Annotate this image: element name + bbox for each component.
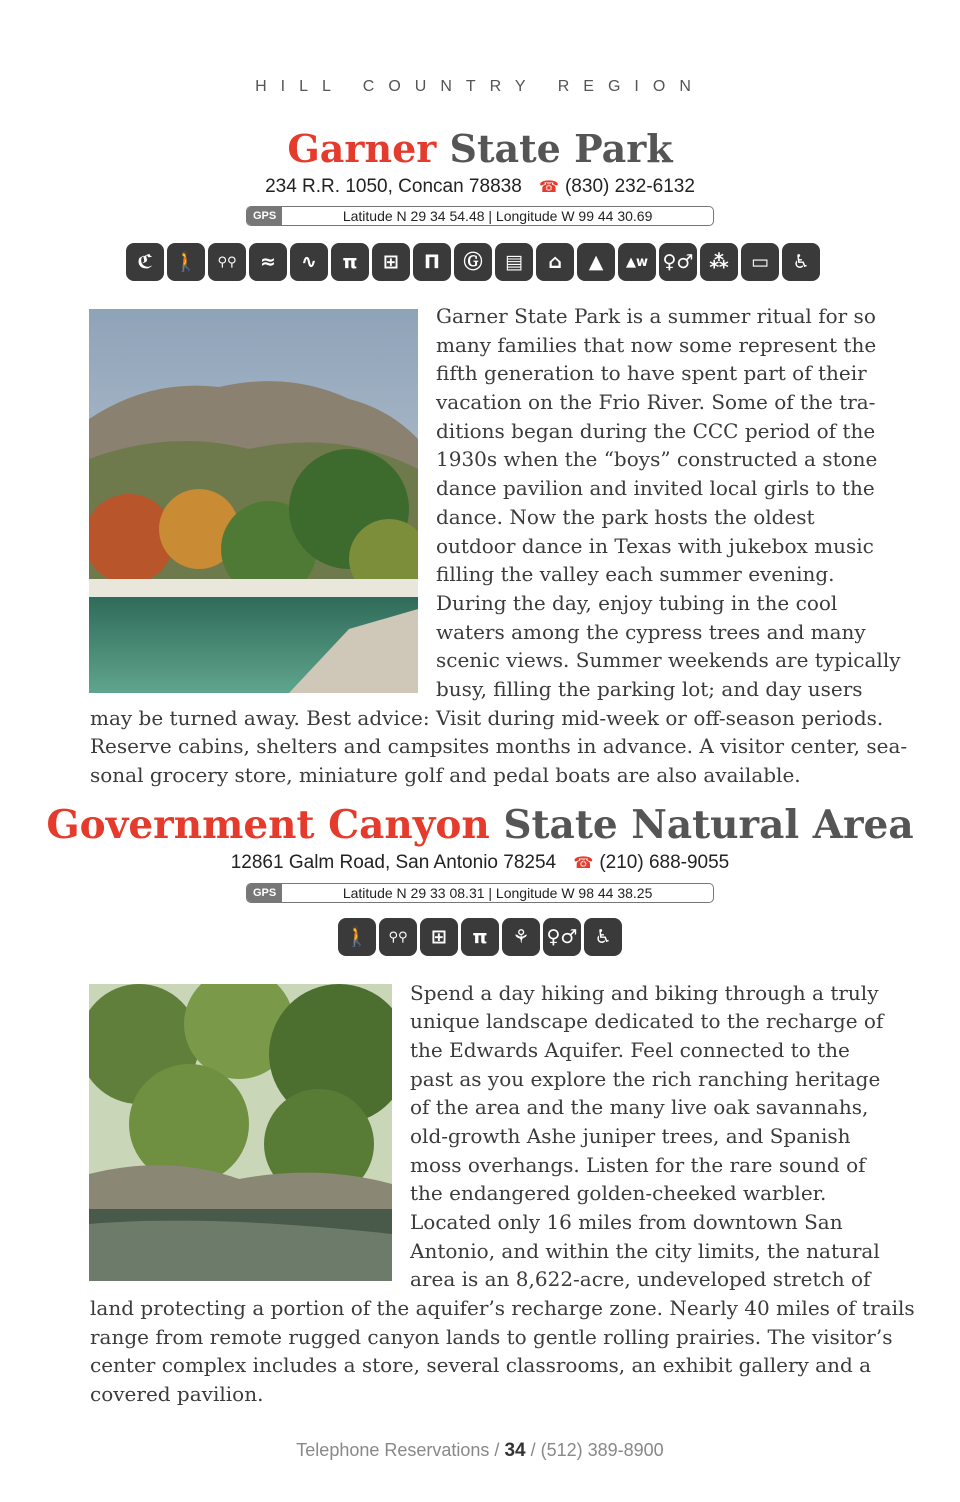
body-line: Antonio, and within the city limits, the natural [410, 1238, 880, 1263]
accessible-icon: ♿ [584, 918, 622, 956]
body-line: filling the valley each summer evening. [436, 562, 835, 587]
gps-coords: Latitude N 29 34 54.48 | Longitude W 99 44 30.69 [342, 208, 653, 224]
gift-shop-icon: ⊞ [372, 243, 410, 281]
body-line: moss overhangs. Listen for the rare sound of [410, 1152, 866, 1177]
picnic-table-icon: π [461, 918, 499, 956]
park-name-type: State Natural Area [503, 802, 914, 848]
park-title-garner [0, 126, 960, 171]
hiking-icon: 🚶 [338, 918, 376, 956]
gps-coords: Latitude N 29 33 08.31 | Longitude W 98 44 38.25 [342, 885, 653, 901]
body-line: fifth generation to have spent part of their [436, 361, 867, 386]
body-line: Spend a day hiking and biking through a truly [410, 980, 879, 1005]
park-title-government-canyon [0, 802, 960, 848]
footer-label: Telephone Reservations [296, 1440, 490, 1460]
body-line: the Edwards Aquifer. Feel connected to the [410, 1037, 850, 1062]
body-line: dance. Now the park hosts the oldest [436, 504, 815, 529]
body-line: covered pavilion. [90, 1382, 264, 1407]
garner-description-wrap [436, 302, 901, 704]
park-name-highlight: Government Canyon [46, 802, 490, 848]
phone-icon: ☎ [539, 179, 559, 196]
fishing-icon: ≈ [249, 243, 287, 281]
body-line: may be turned away. Best advice: Visit during mid-week or off-season periods. [90, 705, 884, 730]
body-line: outdoor dance in Texas with jukebox music [436, 533, 874, 558]
body-line: Reserve cabins, shelters and campsites months in advance. A visitor center, sea- [90, 734, 908, 759]
garner-river-photo [89, 309, 418, 693]
footer-separator: / [525, 1440, 541, 1460]
gps-tag: GPS [247, 207, 282, 225]
body-line: 1930s when the “boys” constructed a stone [436, 447, 878, 472]
body-line: many families that now some represent the [436, 332, 877, 357]
body-line: scenic views. Summer weekends are typically [436, 648, 901, 673]
nature-trail-icon: ⚘ [502, 918, 540, 956]
gift-shop-icon: ⊞ [420, 918, 458, 956]
shelter-icon: ⌂ [536, 243, 574, 281]
body-line: dance pavilion and invited local girls to the [436, 476, 875, 501]
swimming-icon: ∿ [290, 243, 328, 281]
body-line: During the day, enjoy tubing in the cool [436, 590, 838, 615]
body-line: center complex includes a store, several classrooms, an exhibit gallery and a [90, 1353, 872, 1378]
government-canyon-description-full [90, 1294, 915, 1409]
shower-icon: ⁂ [700, 243, 738, 281]
accessible-icon: ♿ [782, 243, 820, 281]
restroom-icon: ♀♂ [543, 918, 581, 956]
hiking-icon: 🚶 [167, 243, 205, 281]
golf-icon: Ⓖ [454, 243, 492, 281]
region-header: HILL COUNTRY REGION [255, 78, 705, 95]
cc-icon: ℭ [126, 243, 164, 281]
tent-camping-icon: ▲ [577, 243, 615, 281]
body-line: Located only 16 miles from downtown San [410, 1210, 843, 1234]
park-address: 234 R.R. 1050, Concan 78838 [265, 176, 522, 197]
body-line: ditions began during the CCC period of the [436, 418, 876, 443]
body-line: busy, filling the parking lot; and day users [436, 676, 863, 701]
biking-icon: ⚲⚲ [379, 918, 417, 956]
group-picnic-icon: Π [413, 243, 451, 281]
water-campsite-icon: ▲w [618, 243, 656, 281]
amenity-icons [338, 918, 622, 956]
garner-description-full [90, 704, 907, 790]
park-phone[interactable]: (830) 232-6132 [564, 176, 695, 197]
cabin-icon: ▤ [495, 243, 533, 281]
page-number: 34 [504, 1440, 526, 1461]
gps-coordinates [246, 206, 714, 226]
body-line: waters among the cypress trees and many [436, 619, 866, 644]
government-canyon-photo [89, 984, 392, 1281]
body-line: past as you explore the rich ranching heritage [410, 1066, 881, 1091]
park-address-line [0, 852, 960, 874]
body-line: old-growth Ashe juniper trees, and Spanish [410, 1123, 851, 1148]
park-name-type: State Park [449, 126, 673, 171]
gps-coordinates [246, 883, 714, 903]
park-address: 12861 Galm Road, San Antonio 78254 [230, 852, 557, 873]
amenity-icons [126, 243, 820, 281]
rv-camping-icon: ▭ [741, 243, 779, 281]
body-line: the endangered golden-cheeked warbler. [410, 1181, 827, 1206]
body-line: area is an 8,622-acre, undeveloped stretch of [410, 1267, 871, 1292]
body-line: of the area and the many live oak savannahs, [410, 1095, 869, 1120]
footer-separator: / [489, 1440, 505, 1460]
restroom-icon: ♀♂ [659, 243, 697, 281]
footer-phone[interactable]: (512) 389-8900 [540, 1440, 664, 1460]
body-line: vacation on the Frio River. Some of the tra- [436, 390, 876, 415]
body-line: sonal grocery store, miniature golf and pedal boats are also available. [90, 763, 801, 788]
government-canyon-description-wrap [410, 979, 883, 1295]
park-address-line [0, 176, 960, 198]
biking-icon: ⚲⚲ [208, 243, 246, 281]
park-name-highlight: Garner [287, 126, 437, 171]
picnic-table-icon: π [331, 243, 369, 281]
park-phone[interactable]: (210) 688-9055 [599, 852, 730, 873]
body-line: Garner State Park is a summer ritual for so [436, 304, 876, 328]
gps-tag: GPS [247, 884, 282, 902]
body-line: range from remote rugged canyon lands to gentle rolling prairies. The visitor’s [90, 1324, 893, 1349]
page-footer [0, 1440, 960, 1462]
body-line: unique landscape dedicated to the recharge of [410, 1009, 884, 1034]
body-line: land protecting a portion of the aquifer’s recharge zone. Nearly 40 miles of trails [90, 1296, 915, 1320]
phone-icon: ☎ [573, 855, 594, 872]
